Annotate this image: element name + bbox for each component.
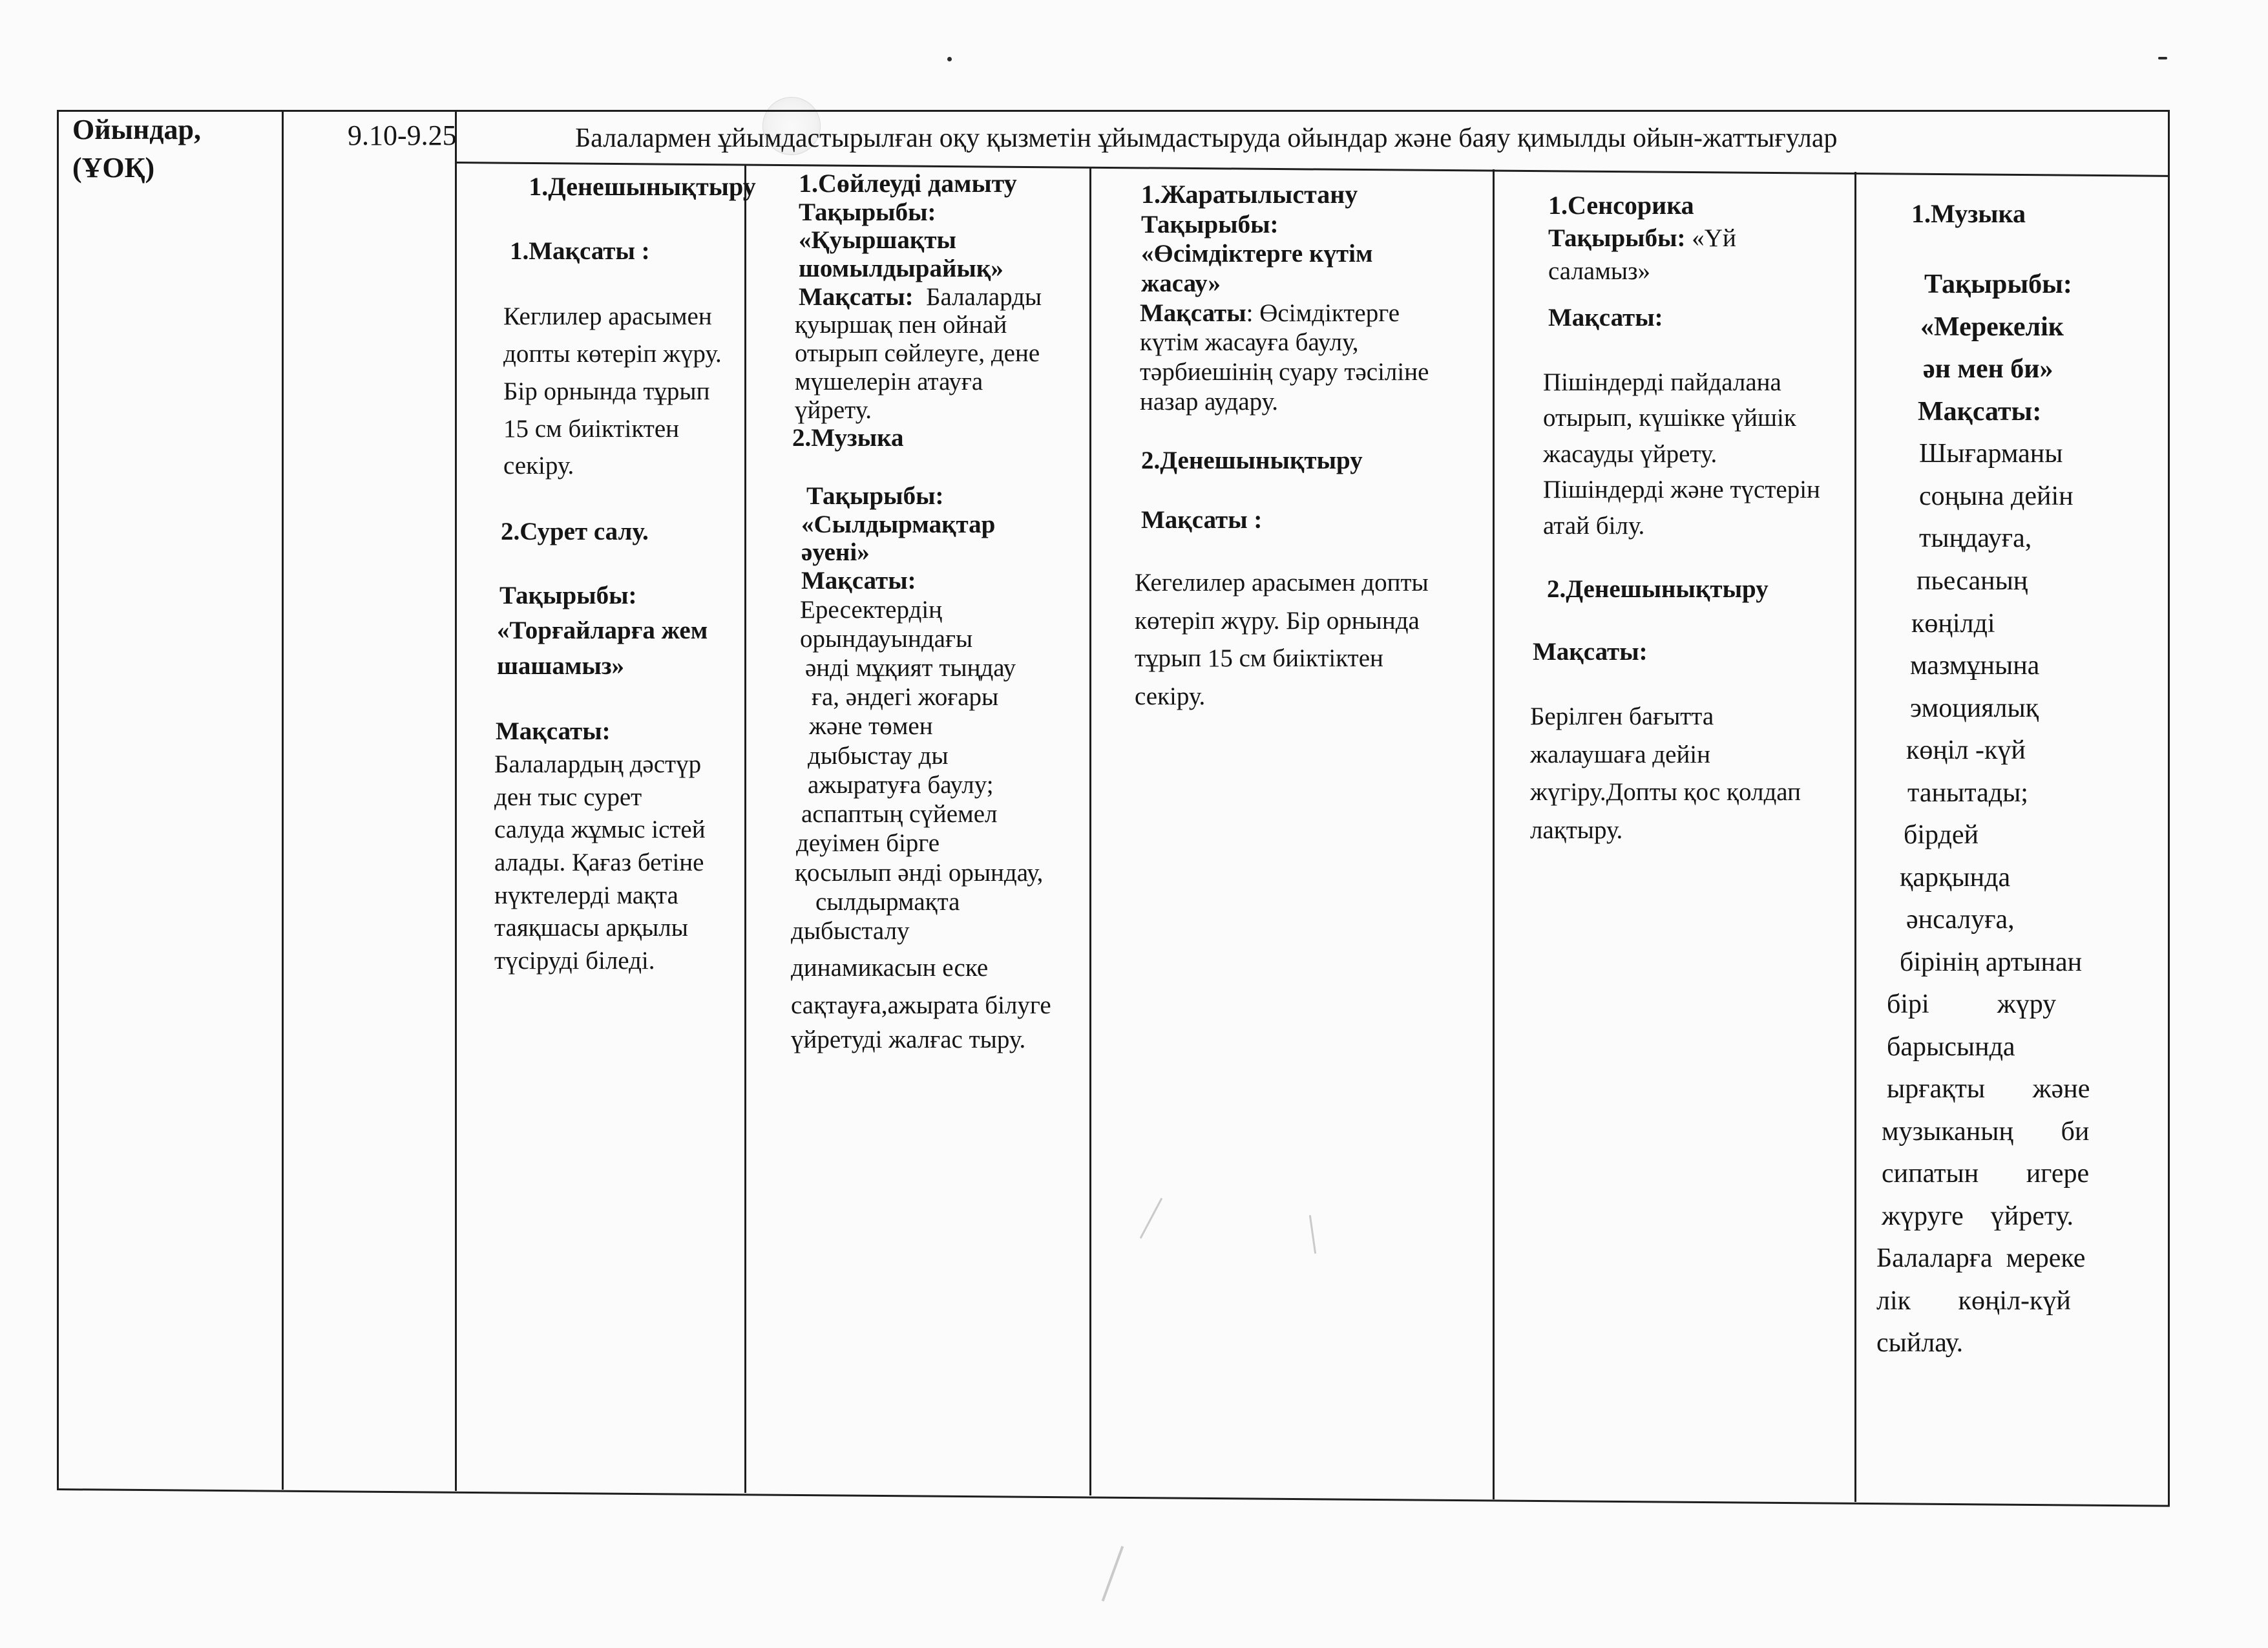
c1-topic-text: [799, 226, 1093, 282]
text-line: ырғақты және: [1887, 1074, 2090, 1104]
text-line: сыйлау.: [1876, 1328, 1964, 1358]
c1-topic-label: Тақырыбы:: [1141, 210, 1279, 238]
text-line: Пішіндерді және түстерін: [1543, 476, 1820, 504]
text-line: Пішіндерді пайдалана: [1543, 368, 1781, 397]
time-slot: 9.10-9.25: [348, 120, 457, 151]
row-label-line1: Ойындар,: [72, 114, 202, 145]
c1-topic-text: [1548, 255, 1852, 288]
text-line: әнді мұқият тыңдау: [805, 654, 1016, 682]
c2-topic-text: [497, 613, 772, 684]
row-label-line2: (ҰОҚ): [72, 151, 155, 184]
c1-goal-text: [1543, 364, 1852, 544]
text-line: бірі жүру: [1887, 989, 2057, 1020]
text-line: музыканың би: [1882, 1116, 2090, 1146]
text-line: үйрету.: [795, 396, 872, 424]
c1-goal: [799, 283, 1093, 312]
c1-goal-text: [1140, 328, 1490, 416]
text-line: назар аудару.: [1140, 387, 1279, 416]
text-line: допты көтеріп жүру.: [503, 340, 722, 368]
column-monday: [494, 169, 772, 978]
text-line: сылдырмақта: [815, 887, 960, 916]
text-line: қуыршақ пен ойнай: [795, 311, 1007, 339]
text-line: әнсалуға,: [1906, 905, 2015, 935]
row-label: [72, 111, 201, 187]
text-line: тәрбиешінің суару тәсіліне: [1140, 357, 1429, 386]
c2-goal-text: [790, 595, 1093, 1055]
c2-title: 2.Музыка: [792, 424, 904, 452]
c1-topic-text: [1141, 239, 1490, 298]
c1-goal-label: 1.Мақсаты :: [510, 237, 650, 266]
table-title: Балалармен ұйымдастырылған оқу қызметін ұйымдастыруда ойындар және баяу қимылды ойын-жаттығулар: [575, 123, 1838, 153]
c1-goal-text: [795, 311, 1093, 424]
c2-topic-label: Тақырыбы:: [806, 481, 944, 510]
c2-goal-label: Мақсаты:: [801, 566, 916, 595]
text-line: тұрып 15 см биіктіктен: [1135, 644, 1383, 673]
text-line: көтеріп жүру. Бір орнында: [1135, 606, 1420, 635]
c1-goal-label: Мақсаты:: [1918, 396, 2042, 427]
text-line: атай білу.: [1543, 511, 1645, 540]
scan-scratch: [1309, 1215, 1316, 1254]
c1-goal-label: Мақсаты: [1140, 299, 1246, 327]
text-line: соңына дейін: [1919, 481, 2074, 511]
c1-title: 1.Жаратылыстану: [1141, 180, 1358, 209]
text-line: орындауындағы: [800, 624, 973, 653]
text-line: барысында: [1887, 1031, 2015, 1062]
text-line: «Сылдырмақтар: [801, 510, 996, 538]
c2-goal-label: Мақсаты :: [1141, 505, 1263, 534]
text-line: Шығарманы: [1919, 439, 2063, 469]
column-friday: [1876, 194, 2140, 1365]
text-line: салуда жұмыс істей: [494, 816, 706, 844]
column-tuesday: [790, 169, 1093, 1054]
c1-title: 1.Сенсорика: [1548, 191, 1694, 220]
text-line: эмоциялық: [1910, 693, 2039, 723]
text-line: ән мен би»: [1923, 354, 2053, 385]
text-line: Кеглилер арасымен: [503, 302, 712, 331]
text-line: Ересектердің: [800, 595, 943, 624]
text-line: дыбыстау ды: [808, 741, 949, 770]
c1-topic-text: [1920, 306, 2140, 391]
text-line: Балаларға мереке: [1876, 1243, 2086, 1274]
text-line: және төмен: [809, 712, 933, 741]
c2-goal-label: Мақсаты:: [1533, 637, 1648, 666]
text-line: лік көңіл-күй: [1876, 1285, 2071, 1316]
text-line: мүшелерін атауға: [795, 367, 983, 396]
c2-title: 2.Денешынықтыру: [1141, 447, 1363, 475]
table-border-top: [57, 110, 2170, 112]
speck: [2158, 57, 2167, 59]
text-line: жалаушаға дейін: [1530, 740, 1711, 768]
c1-goal-first: Балаларды: [926, 282, 1042, 311]
c1-title: 1.Музыка: [1911, 199, 2026, 228]
text-line: қосылып әнді орындау,: [795, 858, 1044, 887]
text-line: жасау»: [1141, 269, 1221, 298]
text-line: 15 см биіктіктен: [503, 414, 680, 443]
text-line: жүгіру.Допты қос қолдап: [1530, 778, 1801, 807]
c1-title: 1.Сөйлеуді дамыту: [799, 169, 1017, 198]
text-line: сақтауға,ажырата білуге: [791, 991, 1051, 1019]
col-sep-6: [1854, 172, 1856, 1502]
column-thursday: [1530, 189, 1852, 849]
c2-goal-text: [494, 748, 772, 978]
text-line: көңіл -күй: [1906, 735, 2026, 766]
c2-title: 2.Денешынықтыру: [1547, 575, 1769, 603]
text-line: нүктелерді мақта: [494, 881, 678, 909]
text-line: шомылдырайық»: [799, 255, 1003, 283]
text-line: қарқында: [1900, 862, 2011, 893]
text-line: жүруге үйрету.: [1882, 1201, 2074, 1231]
text-line: секіру.: [1135, 682, 1206, 710]
column-wednesday: [1135, 180, 1490, 715]
c1-topic-label: Тақырыбы:: [799, 198, 936, 226]
text-line: «Торғайларға жем: [497, 617, 708, 645]
text-line: дыбысталу: [791, 917, 910, 945]
text-line: бірдей: [1904, 820, 1979, 850]
text-line: «Мерекелік: [1920, 312, 2064, 342]
c1-topic: [1548, 222, 1852, 255]
text-line: үйретуді жалғас тыру.: [791, 1025, 1026, 1053]
table-border-bottom: [57, 1488, 2170, 1507]
text-line: ға, әндегі жоғары: [812, 683, 999, 712]
text-line: көңілді: [1911, 608, 1995, 639]
c1-topic-first: «Үй: [1692, 224, 1736, 252]
scan-scratch: [1102, 1546, 1124, 1601]
text-line: тыңдауға,: [1919, 523, 2032, 554]
c1-goal-label: Мақсаты:: [1548, 304, 1663, 332]
text-line: отырып сөйлеуге, дене: [795, 339, 1040, 368]
c1-goal: [1140, 299, 1490, 328]
c2-topic-label: Тақырыбы:: [499, 582, 637, 610]
c1-goal-text: [503, 298, 772, 485]
text-line: пьесаның: [1916, 566, 2028, 596]
text-line: түсіруді біледі.: [494, 946, 655, 975]
text-line: жасауды үйрету.: [1543, 439, 1717, 468]
text-line: «Өсімдіктерге күтім: [1141, 240, 1373, 268]
text-line: таяқшасы арқылы: [494, 914, 688, 942]
text-line: лақтыру.: [1530, 816, 1623, 844]
col-sep-2: [455, 110, 457, 1491]
text-line: Берілген бағытта: [1530, 703, 1714, 731]
text-line: ажыратуға баулу;: [808, 770, 994, 799]
text-line: алады. Қағаз бетіне: [494, 848, 704, 876]
table-border-left: [57, 110, 59, 1490]
c2-topic-text: [801, 511, 1093, 567]
speck: [947, 57, 952, 61]
text-line: ден тыс сурет: [494, 783, 642, 811]
text-line: сипатын игере: [1882, 1159, 2090, 1189]
c2-goal-text: [1135, 564, 1490, 715]
c1-title: 1.Денешынықтыру: [529, 172, 756, 201]
c1-topic-label: Тақырыбы:: [1548, 224, 1686, 252]
col-sep-5: [1493, 169, 1495, 1499]
text-line: танытады;: [1907, 777, 2028, 808]
text-line: Бір орнында тұрып: [503, 377, 710, 405]
c1-goal-text: [1876, 433, 2140, 1364]
text-line: әуені»: [801, 538, 870, 567]
c1-goal-label: Мақсаты:: [799, 282, 914, 311]
text-line: деуімен бірге: [796, 829, 940, 858]
text-line: аспаптың сүйемел: [801, 800, 998, 829]
c2-title: 2.Сурет салу.: [501, 518, 649, 546]
c1-goal-first: : Өсімдіктерге: [1246, 299, 1400, 327]
text-line: динамикасын еске: [791, 954, 989, 982]
c2-goal-label: Мақсаты:: [496, 717, 611, 745]
text-line: «Қуыршақты: [799, 226, 956, 255]
text-line: бірінің артынан: [1900, 947, 2083, 977]
col-sep-1: [282, 110, 284, 1490]
text-line: саламыз»: [1548, 257, 1650, 285]
text-line: отырып, күшікке үйшік: [1543, 404, 1796, 432]
text-line: күтім жасауға баулу,: [1140, 328, 1359, 357]
c1-topic-label: Тақырыбы:: [1924, 269, 2072, 300]
text-line: шашамыз»: [497, 652, 625, 681]
text-line: Кегелилер арасымен допты: [1135, 569, 1429, 597]
text-line: секіру.: [503, 452, 574, 480]
text-line: Балалардың дәстүр: [494, 750, 702, 778]
text-line: мазмұнына: [1910, 651, 2040, 681]
scan-scratch: [1140, 1198, 1163, 1238]
c2-goal-text: [1530, 698, 1852, 849]
table-border-right: [2168, 110, 2170, 1506]
